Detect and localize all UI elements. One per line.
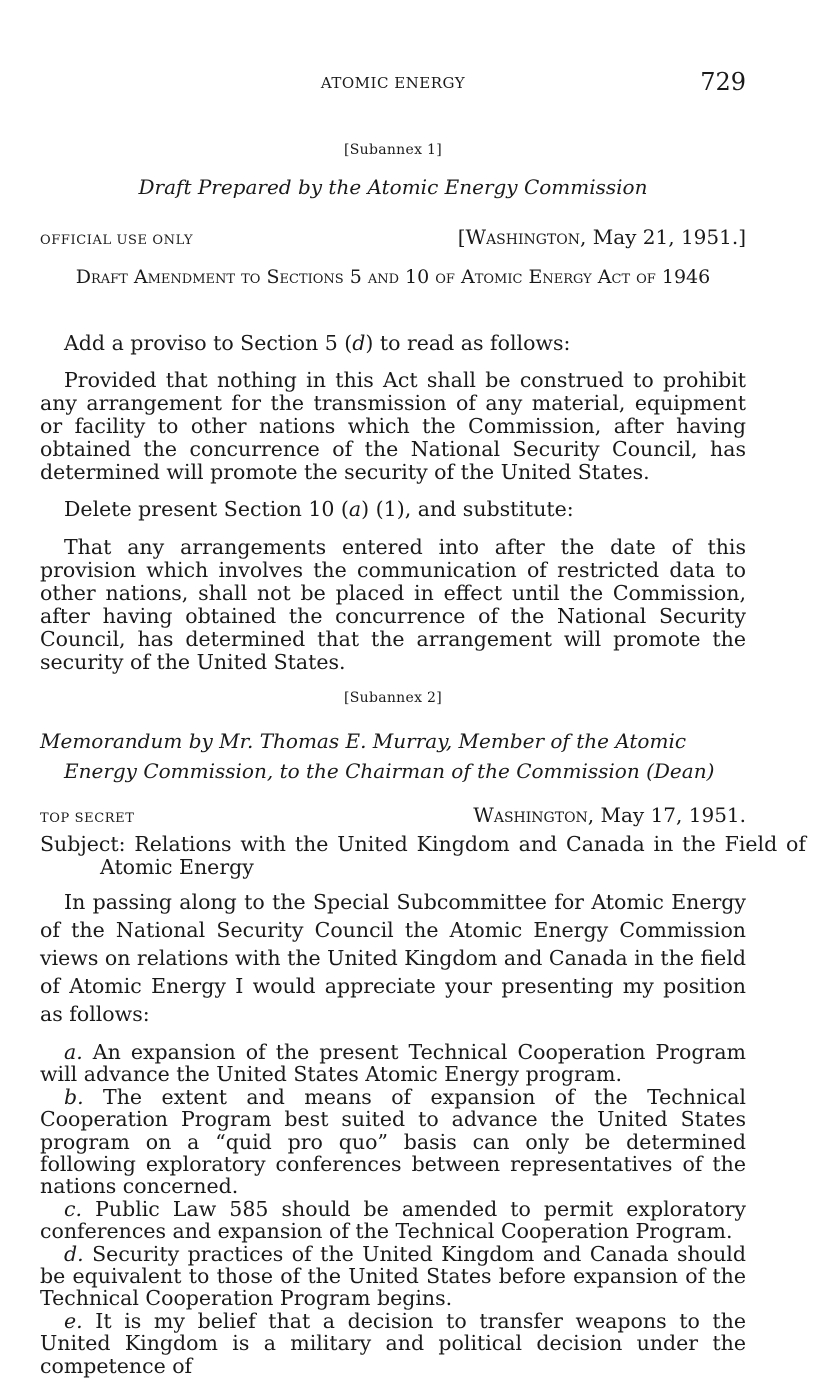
memo-subject: Subject: Relations with the United Kingdom and Canada in the Field of Atomic Energy	[40, 832, 806, 879]
instruction-proviso: Add a proviso to Section 5 (d) to read as follows:	[64, 331, 571, 355]
dateline-date: May 21, 1951.]	[592, 225, 746, 249]
memo-items	[40, 1041, 746, 1377]
running-title: ATOMIC ENERGY	[320, 74, 466, 92]
list-item: e. It is my belief that a decision to transfer weapons to the United Kingdom is a military and political decision under the competence of	[40, 1308, 746, 1378]
dateline-place: Washington,	[473, 803, 595, 827]
classification-label: TOP SECRET	[40, 811, 135, 826]
subannex1-dateline	[40, 225, 746, 249]
document-page	[40, 0, 806, 1380]
list-item: b. The extent and means of expansion of the Technical Cooperation Program best suited to advance the United States program on a “quid pro quo” basis can only be determined following exploratory conferences between representatives of the nations concerned.	[40, 1084, 746, 1199]
dateline-text	[458, 225, 746, 249]
proviso-text: Provided that nothing in this Act shall be construed to prohibit any arrangement for the transmission of any material, equipment or facility to other nations which the Commission, after having obtained the concurrence of the National Security Council, has determined will promote the security of the United States.	[40, 368, 746, 484]
substitute-text: That any arrangements entered into after the date of this provision which involves the communication of restricted data to other nations, shall not be placed in effect until the Commission, after having obtained the concurrence of the National Security Council, has determined that the arrangement will promote the security of the United States.	[40, 535, 746, 674]
list-item: c. Public Law 585 should be amended to permit exploratory conferences and expansion of the Technical Cooperation Program.	[40, 1196, 746, 1244]
classification-label: OFFICIAL USE ONLY	[40, 233, 194, 248]
memo-intro: In passing along to the Special Subcommittee for Atomic Energy of the National Security Council the Atomic Energy Commission views on relations with the United Kingdom and Canada in the field of Atomic Energy I would appreciate your presenting my position as follows:	[40, 890, 746, 1026]
list-item: a. An expansion of the present Technical Cooperation Program will advance the United States Atomic Energy program.	[40, 1040, 746, 1087]
list-item: d. Security practices of the United Kingdom and Canada should be equivalent to those of the United States before expansion of the Technical Cooperation Program begins.	[40, 1241, 746, 1311]
dateline-date: May 17, 1951.	[600, 803, 746, 827]
subannex1-label: [Subannex 1]	[343, 142, 442, 158]
subannex1-title: Draft Prepared by the Atomic Energy Commission	[138, 175, 648, 199]
amendment-heading: Draft Amendment to Sections 5 and 10 of Atomic Energy Act of 1946	[75, 266, 711, 288]
page-number: 729	[700, 68, 746, 96]
subannex2-label: [Subannex 2]	[343, 690, 442, 706]
subannex2-title: Memorandum by Mr. Thomas E. Murray, Member of the Atomic Energy Commission, to the Chairman of the Commission (Dean)	[40, 729, 715, 783]
page-header	[40, 68, 746, 98]
subannex2-dateline	[40, 803, 746, 827]
instruction-substitute: Delete present Section 10 (a) (1), and substitute:	[64, 497, 574, 521]
dateline-place: [Washington,	[457, 225, 587, 249]
dateline-text	[473, 803, 746, 827]
